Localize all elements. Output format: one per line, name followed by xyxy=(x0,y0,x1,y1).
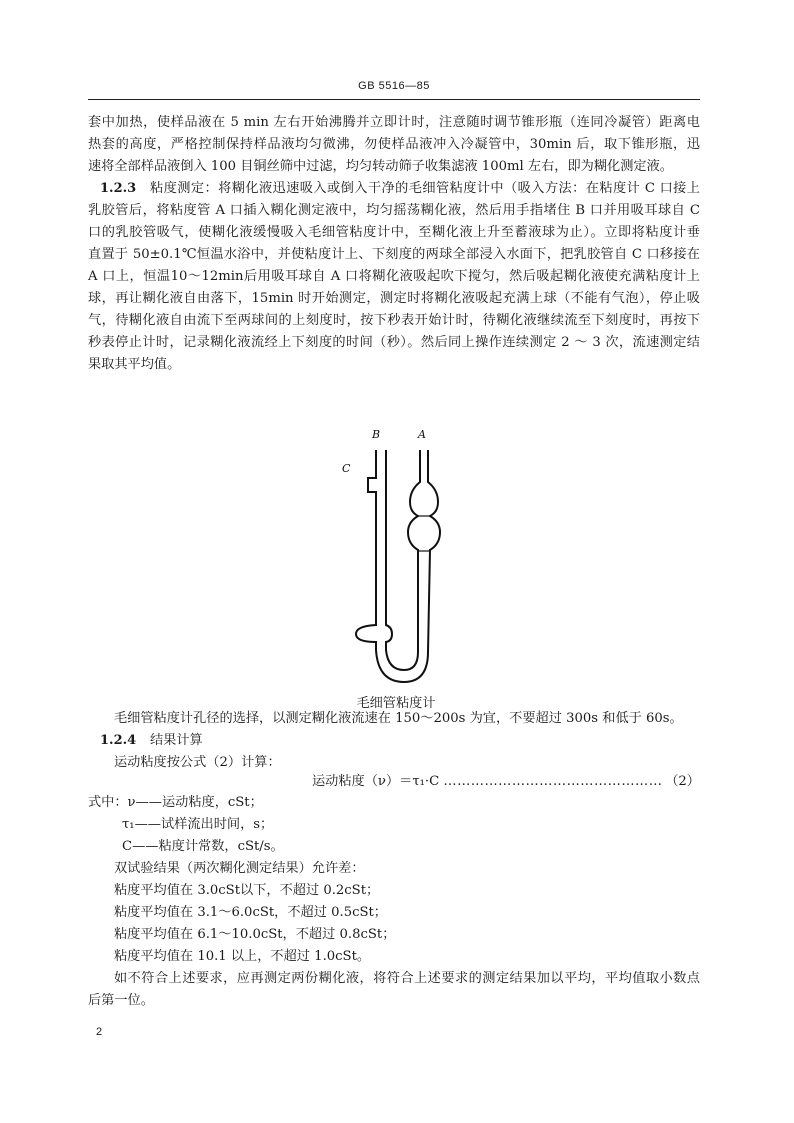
tolerance-line-2: 粘度平均值在 3.0cSt以下，不超过 0.2cSt； xyxy=(114,883,380,898)
sec123-line-4: 直置于 50±0.1℃恒温水浴中，并使粘度计上、下刻度的两球全部浸入水面下，把乳胶管自 C 口移接在 xyxy=(88,247,700,262)
sec123-line-6: 球，再让糊化液自由落下，15min 时开始测定，测定时将糊化液吸起充满上球（不能有气泡），停止吸 xyxy=(88,291,700,306)
final-line-1: 如不符合上述要求，应再测定两份糊化液，将符合上述要求的测定结果加以平均，平均值取小数点 xyxy=(114,971,700,986)
where-line-1: 式中：ν——运动粘度，cSt； xyxy=(88,795,263,810)
label-b: B xyxy=(372,428,381,441)
sec123-line-1: 粘度测定：将糊化液迅速吸入或倒入干净的毛细管粘度计中（吸入方法：在粘度计 C 口接上 xyxy=(150,181,700,196)
sec123-line-8: 秒表停止计时，记录糊化液流经上下刻度的时间（秒）。然后同上操作连续测定 2 ～ 3 次，流速测定结 xyxy=(88,335,700,350)
sec123-line-2: 乳胶管后，将粘度管 A 口插入糊化测定液中，均匀摇荡糊化液，然后用手指堵住 B 口并用吸耳球自 C xyxy=(88,203,700,218)
tolerance-line-1: 双试验结果（两次糊化测定结果）允许差： xyxy=(114,861,365,876)
sec123-line-3: 口的乳胶管吸气，使糊化液缓慢吸入毛细管粘度计中，至糊化液上升至蓄液球为止）。立即将粘度计垂 xyxy=(88,225,700,240)
para1-line-3: 速将全部样品液倒入 100 目铜丝筛中过滤，均匀转动筛子收集滤液 100ml 左右，即为糊化测定液。 xyxy=(88,159,673,174)
capillary-viscometer-figure xyxy=(320,420,480,690)
formula-line xyxy=(312,770,700,789)
sec123-line-9: 果取其平均值。 xyxy=(88,357,181,372)
section-number-1-2-3: 1.2.3 xyxy=(100,181,137,196)
figure-caption: 毛细管粘度计 xyxy=(356,696,436,711)
bore-selection-text: 毛细管粘度计孔径的选择，以测定糊化液流速在 150～200s 为宜，不要超过 300s 和低于 60s。 xyxy=(114,711,683,726)
where-line-3: C——粘度计常数，cSt/s。 xyxy=(122,839,284,854)
standard-code: GB 5516—85 xyxy=(358,80,430,92)
label-a: A xyxy=(418,428,426,441)
label-c: C xyxy=(342,462,351,475)
sec123-line-5: A 口上，恒温10～12min后用吸耳球自 A 口将糊化液吸起吹下搅匀，然后吸起糊化液使充满粘度计上 xyxy=(88,269,700,284)
formula-expression: 运动粘度（ν）＝τ₁·C xyxy=(312,774,440,789)
tolerance-line-3: 粘度平均值在 3.1～6.0cSt，不超过 0.5cSt； xyxy=(114,905,387,920)
viscometer-left-tube-inner xyxy=(386,450,418,670)
formula-intro: 运动粘度按公式（2）计算： xyxy=(114,755,281,770)
para1-line-2: 热套的高度，严格控制保持样品液均匀微沸，勿使样品液冲入冷凝管中，30min 后，取下锥形瓶，迅 xyxy=(88,137,700,152)
tolerance-line-4: 粘度平均值在 6.1～10.0cSt，不超过 0.8cSt； xyxy=(114,927,396,942)
formula-number: （2） xyxy=(665,774,700,789)
where-line-2: τ₁——试样流出时间，s； xyxy=(122,817,274,832)
section-number-1-2-4: 1.2.4 xyxy=(100,733,137,748)
final-line-2: 后第一位。 xyxy=(88,993,154,1008)
header-rule xyxy=(88,99,700,100)
para1-line-1: 套中加热，使样品液在 5 min 左右开始沸腾并立即计时，注意随时调节锥形瓶（连同冷凝管）距离电 xyxy=(88,115,700,130)
sec123-line-7: 气，待糊化液自由流下至两球间的上刻度时，按下秒表开始计时，待糊化液继续流至下刻度时，再按下 xyxy=(88,313,700,328)
page-number: 2 xyxy=(96,1026,103,1038)
section-title-1-2-4: 结果计算 xyxy=(150,733,203,748)
tolerance-line-5: 粘度平均值在 10.1 以上，不超过 1.0cSt。 xyxy=(114,949,371,964)
formula-leader-dots: ………………………………………… xyxy=(443,774,663,789)
